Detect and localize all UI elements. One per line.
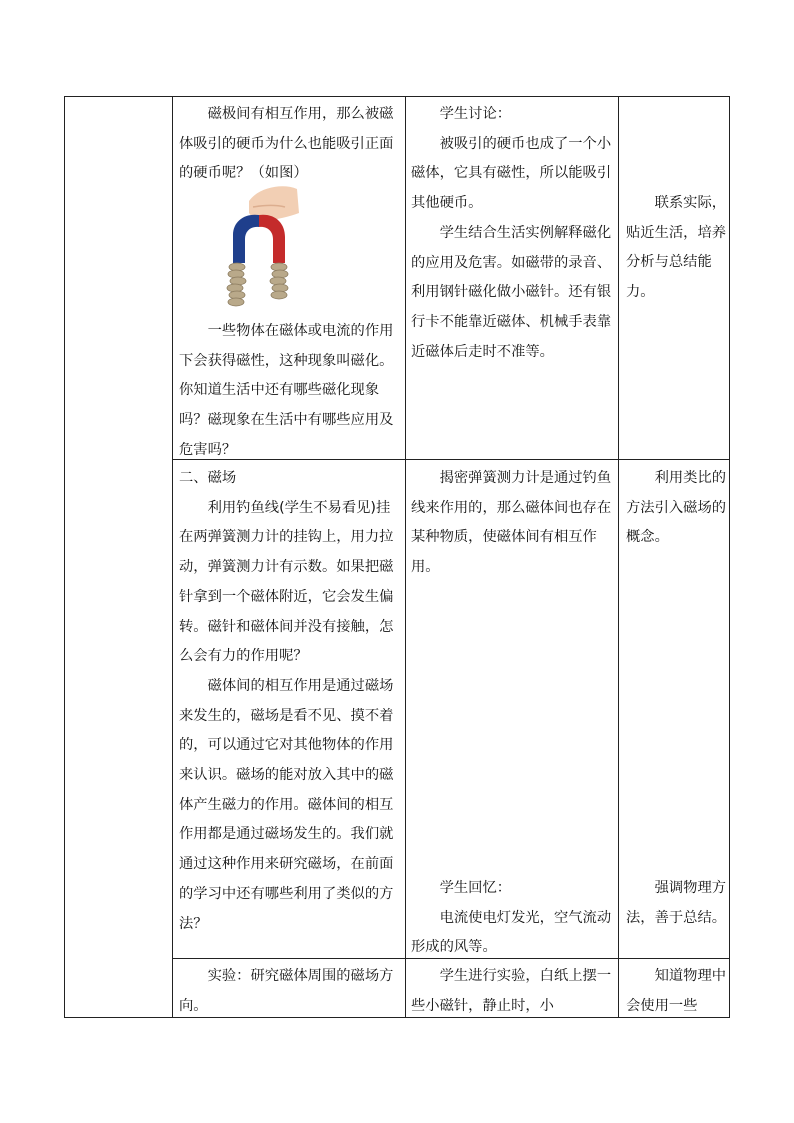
column-divider: [405, 96, 406, 1018]
section-heading: 二、磁场: [179, 470, 237, 486]
activity-paragraph: 磁体间的相互作用是通过磁场来发生的，磁场是看不见、摸不着的，可以通过它对其他物体的作用来认识。磁场的能对放入其中的磁体产生磁力的作用。磁体间的相互作用都是通过磁场发生的。我们就通过这种作用来研究磁场，在前面的学习中还有哪些利用了类似的方法？: [179, 677, 394, 932]
student-heading: 学生讨论：: [439, 106, 512, 122]
intent-paragraph: 利用类比的方法引入磁场的概念。: [626, 470, 727, 546]
activity-cell: [179, 962, 399, 1021]
activity-cell: [179, 317, 399, 466]
student-cell: [411, 464, 613, 583]
student-heading: 学生回忆：: [439, 880, 512, 896]
intent-paragraph: 联系实际，贴近生活，培养分析与总结能力。: [626, 195, 727, 301]
activity-cell: [179, 100, 399, 189]
coins-right: [270, 263, 288, 299]
coins-left: [227, 263, 246, 306]
student-paragraph: 揭密弹簧测力计是通过钓鱼线来作用的，那么磁体间也存在某种物质，使磁体间有相互作用。: [411, 470, 612, 576]
magnet-blue-arm: [233, 215, 259, 263]
column-divider: [618, 96, 619, 1018]
activity-paragraph: 磁极间有相互作用，那么被磁体吸引的硬币为什么也能吸引正面的硬币呢？（如图）: [179, 106, 394, 182]
intent-cell: [626, 874, 728, 933]
student-cell: [411, 962, 613, 1017]
intent-cell: [626, 189, 728, 308]
activity-paragraph: 利用钓鱼线(学生不易看见)挂在两弹簧测力计的挂钩上，用力拉动，弹簧测力计有示数。如果把磁针拿到一个磁体附近，它会发生偏转。磁针和磁体间并没有接触，怎么会有力的作用呢？: [179, 499, 394, 665]
student-paragraph: 电流使电灯发光，空气流动形成的风等。: [411, 909, 612, 956]
table-border-left: [64, 96, 65, 1018]
intent-cell: [626, 464, 728, 553]
activity-paragraph: 实验：研究磁体周围的磁场方向。: [179, 968, 394, 1014]
activity-paragraph: 一些物体在磁体或电流的作用下会获得磁性，这种现象叫磁化。你知道生活中还有哪些磁化现象吗？磁现象在生活中有哪些应用及危害吗？: [179, 323, 394, 458]
table-border-right: [729, 96, 730, 1018]
intent-paragraph: 强调物理方法，善于总结。: [626, 880, 727, 926]
student-paragraph: 学生进行实验，白纸上摆一些小磁针，静止时，小: [411, 968, 612, 1014]
column-divider: [172, 96, 173, 1018]
student-cell: [411, 874, 613, 963]
table-border-top: [64, 96, 730, 97]
magnet-red-arm: [259, 215, 285, 263]
intent-paragraph: 知道物理中会使用一些: [626, 968, 727, 1014]
student-paragraph: 被吸引的硬币也成了一个小磁体，它具有磁性，所以能吸引其他硬币。: [411, 135, 612, 212]
activity-cell: [179, 464, 399, 939]
magnet-with-coins-image: [219, 183, 301, 313]
intent-cell: [626, 962, 728, 1017]
student-cell: [411, 100, 613, 367]
student-paragraph: 学生结合生活实例解释磁化的应用及危害。如磁带的录音、利用钢针磁化做小磁针。还有银行卡不能靠近磁体、机械手表靠近磁体后走时不准等。: [411, 224, 612, 360]
